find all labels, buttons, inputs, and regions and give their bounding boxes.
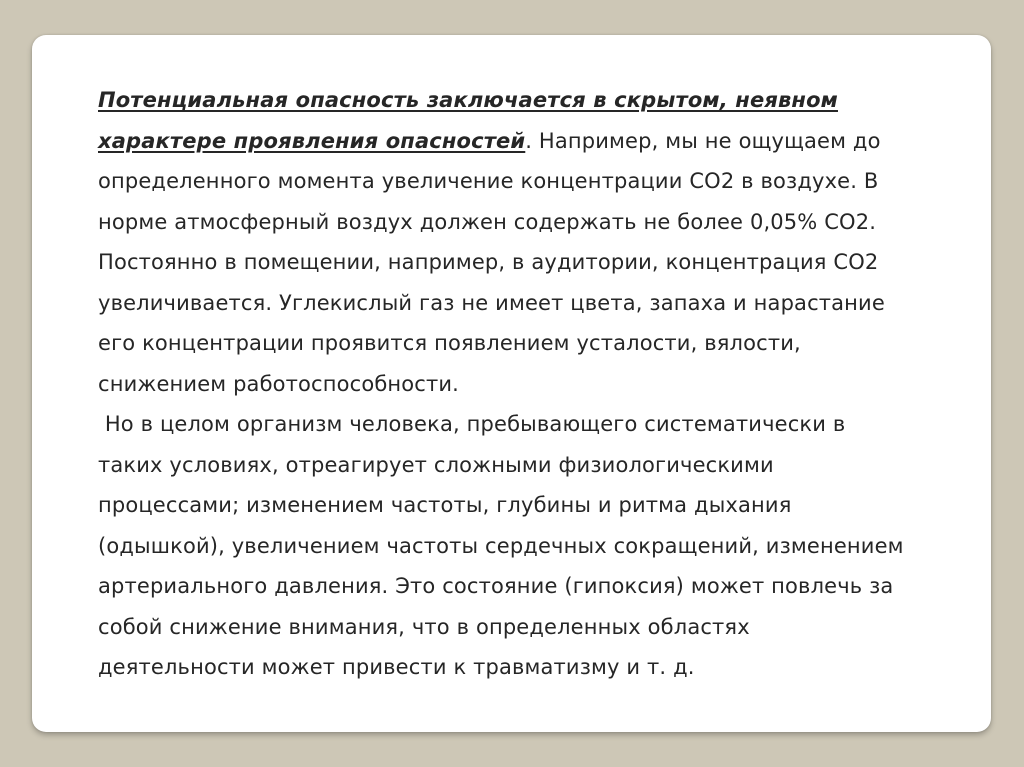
slide-text <box>98 80 910 688</box>
paragraph-1 <box>98 80 910 404</box>
paragraph-2: Но в целом организм человека, пребывающего систематически в таких условиях, отреагирует сложными физиологическими процессами; изменением частоты, глубины и ритма дыхания (одышкой), увеличением частоты сердечных сокращений, изменением артериального давления. Это состояние (гипоксия) может повлечь за собой снижение внимания, что в определенных областях деятельности может привести к травматизму и т. д. <box>98 412 904 679</box>
emphasis-phrase: Потенциальная опасность заключается в скрытом, неявном характере проявления опасностей <box>98 88 838 153</box>
paragraph-1-body: . Например, мы не ощущаем до определенного момента увеличение концентрации СО2 в воздухе. В норме атмосферный воздух должен содержать не более 0,05% СО2. Постоянно в помещении, например, в аудитории, концентрация СО2 увеличивается. Углекислый газ не имеет цвета, запаха и нарастание его концентрации проявится появлением усталости, вялости, снижением работоспособности. <box>98 128 885 396</box>
